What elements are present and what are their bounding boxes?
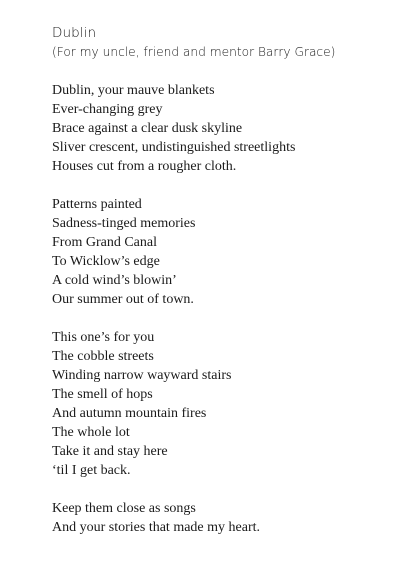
poem-line: This one’s for you [52, 330, 155, 345]
poem-page [52, 24, 397, 556]
poem-line: Sliver crescent, undistinguished streetlights [52, 140, 296, 155]
poem-line: To Wicklow’s edge [52, 254, 160, 269]
poem-title: Dublin [52, 25, 97, 41]
poem-line: Take it and stay here [52, 444, 168, 459]
poem-line: Keep them close as songs [52, 501, 196, 516]
poem-line: Sadness-tinged memories [52, 216, 196, 231]
stanza-1 [52, 81, 397, 176]
poem-line: Dublin, your mauve blankets [52, 83, 215, 98]
poem-dedication: (For my uncle, friend and mentor Barry Grace) [52, 45, 336, 59]
stanza-3 [52, 328, 397, 480]
poem-line: ‘til I get back. [52, 463, 131, 478]
stanza-4 [52, 499, 397, 537]
poem-line: And autumn mountain fires [52, 406, 207, 421]
poem-line: The smell of hops [52, 387, 153, 402]
poem-line: Ever-changing grey [52, 102, 163, 117]
poem-body [52, 81, 397, 537]
poem-line: From Grand Canal [52, 235, 157, 250]
poem-line: Brace against a clear dusk skyline [52, 121, 243, 136]
poem-line: Patterns painted [52, 197, 142, 212]
poem-line: A cold wind’s blowin’ [52, 273, 177, 288]
poem-line: Our summer out of town. [52, 292, 194, 307]
poem-line: The cobble streets [52, 349, 154, 364]
poem-line: Winding narrow wayward stairs [52, 368, 232, 383]
poem-line: Houses cut from a rougher cloth. [52, 159, 237, 174]
stanza-2 [52, 195, 397, 309]
poem-line: And your stories that made my heart. [52, 520, 261, 535]
poem-line: The whole lot [52, 425, 130, 440]
